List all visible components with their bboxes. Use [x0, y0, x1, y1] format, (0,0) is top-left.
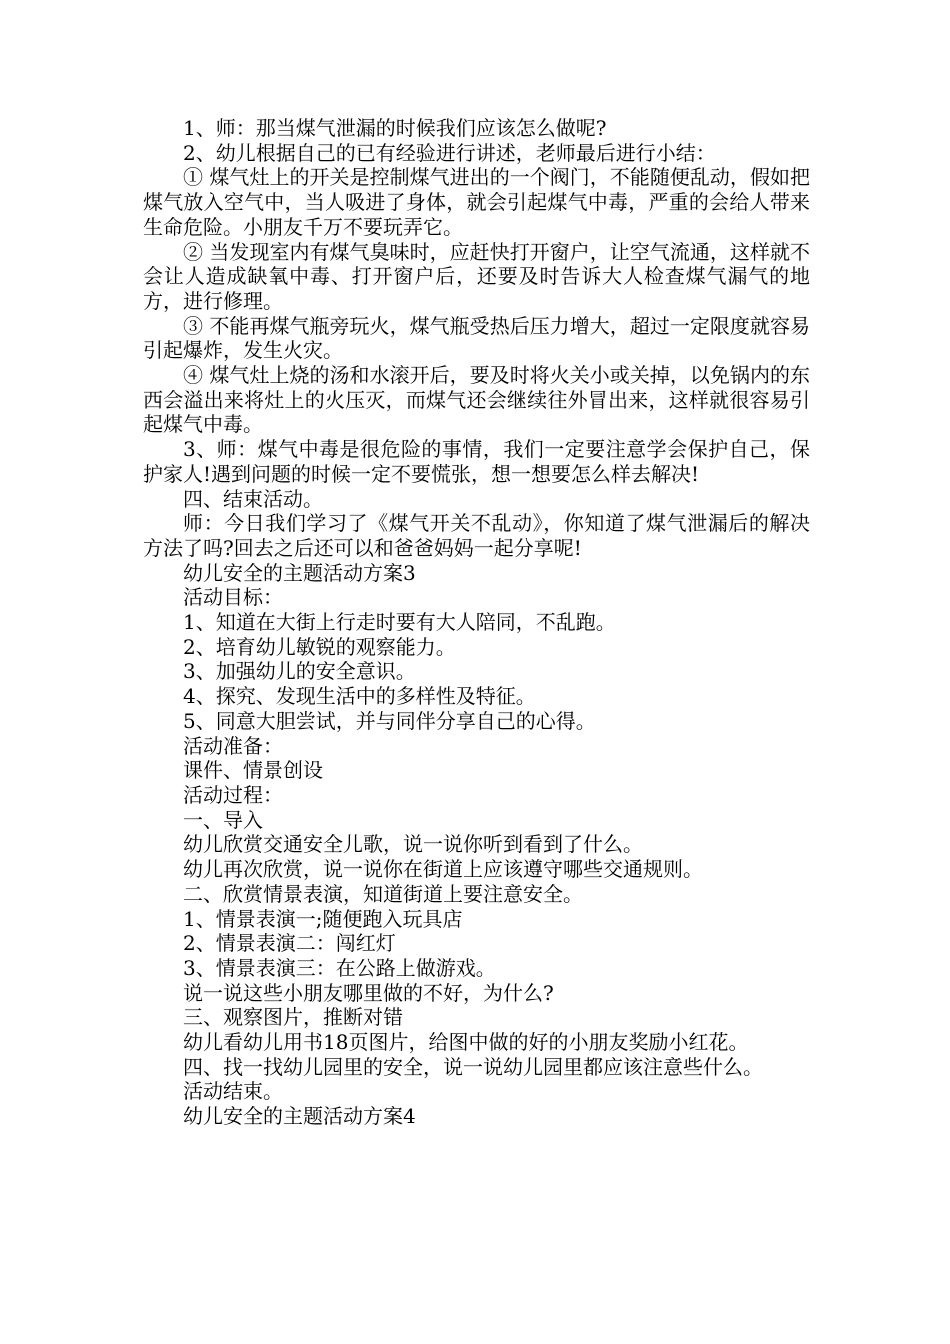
- scenario-item-1: 1、情景表演一;随便跑入玩具店: [183, 906, 463, 931]
- scenario-item-2: 2、情景表演二：闯红灯: [183, 931, 396, 956]
- heading-preparation: 活动准备：: [183, 733, 283, 758]
- intro-step-1: 幼儿欣赏交通安全儿歌，说一说你听到看到了什么。: [183, 832, 643, 857]
- section-find-safety: 四、找一找幼儿园里的安全，说一说幼儿园里都应该注意些什么。: [183, 1054, 763, 1079]
- goal-item-1: 1、知道在大街上行走时要有大人陪同，不乱跑。: [183, 610, 616, 635]
- paragraph-point-1: ① 煤气灶上的开关是控制煤气进出的一个阀门，不能随便乱动，假如把煤气放入空气中，当人吸进了身体，就会引起煤气中毒，严重的会给人带来生命危险。小朋友千万不要玩弄它。: [143, 165, 810, 239]
- paragraph-point-3: ③ 不能再煤气瓶旁玩火，煤气瓶受热后压力增大，超过一定限度就容易引起爆炸，发生火灾。: [143, 313, 810, 363]
- heading-process: 活动过程：: [183, 782, 283, 807]
- section-intro: 一、导入: [183, 807, 263, 832]
- goal-item-5: 5、同意大胆尝试，并与同伴分享自己的心得。: [183, 708, 596, 733]
- paragraph-question-gas-leak: 1、师：那当煤气泄漏的时候我们应该怎么做呢?: [183, 116, 607, 140]
- paragraph-teacher-closing: 师：今日我们学习了《煤气开关不乱动》，你知道了煤气泄漏后的解决方法了吗?回去之后还可以和爸爸妈妈一起分享呢!: [143, 511, 810, 560]
- paragraph-summary-intro: 2、幼儿根据自己的已有经验进行讲述，老师最后进行小结：: [183, 140, 716, 165]
- section-scenario: 二、欣赏情景表演，知道街道上要注意安全。: [183, 881, 583, 906]
- goal-item-4: 4、探究、发现生活中的多样性及特征。: [183, 684, 536, 709]
- intro-step-2: 幼儿再次欣赏，说一说你在街道上应该遵守哪些交通规则。: [183, 857, 703, 882]
- document-body: [143, 116, 810, 1129]
- heading-activity-goals: 活动目标：: [183, 585, 283, 610]
- activity-end: 活动结束。: [183, 1079, 283, 1104]
- observe-pictures-text: 幼儿看幼儿用书18页图片，给图中做的好的小朋友奖励小红花。: [183, 1030, 749, 1055]
- heading-plan-3: 幼儿安全的主题活动方案3: [183, 560, 416, 585]
- heading-plan-4: 幼儿安全的主题活动方案4: [183, 1104, 416, 1129]
- scenario-item-3: 3、情景表演三：在公路上做游戏。: [183, 955, 496, 980]
- section-observe-pictures: 三、观察图片，推断对错: [183, 1005, 403, 1030]
- goal-item-3: 3、加强幼儿的安全意识。: [183, 659, 416, 684]
- preparation-text: 课件、情景创设: [183, 758, 323, 783]
- scenario-question: 说一说这些小朋友哪里做的不好，为什么?: [183, 980, 554, 1005]
- paragraph-point-4: ④ 煤气灶上烧的汤和水滚开后，要及时将火关小或关掉，以免锅内的东西会溢出来将灶上的火压灭，而煤气还会继续往外冒出来，这样就很容易引起煤气中毒。: [143, 363, 810, 437]
- paragraph-end-activity: 四、结束活动。: [183, 486, 323, 511]
- goal-item-2: 2、培育幼儿敏锐的观察能力。: [183, 634, 456, 659]
- paragraph-teacher-3: 3、师：煤气中毒是很危险的事情，我们一定要注意学会保护自己，保护家人!遇到问题的时候一定不要慌张，想一想要怎么样去解决!: [143, 437, 810, 486]
- paragraph-point-2: ② 当发现室内有煤气臭味时，应赶快打开窗户，让空气流通，这样就不会让人造成缺氧中毒、打开窗户后，还要及时告诉大人检查煤气漏气的地方，进行修理。: [143, 239, 810, 313]
